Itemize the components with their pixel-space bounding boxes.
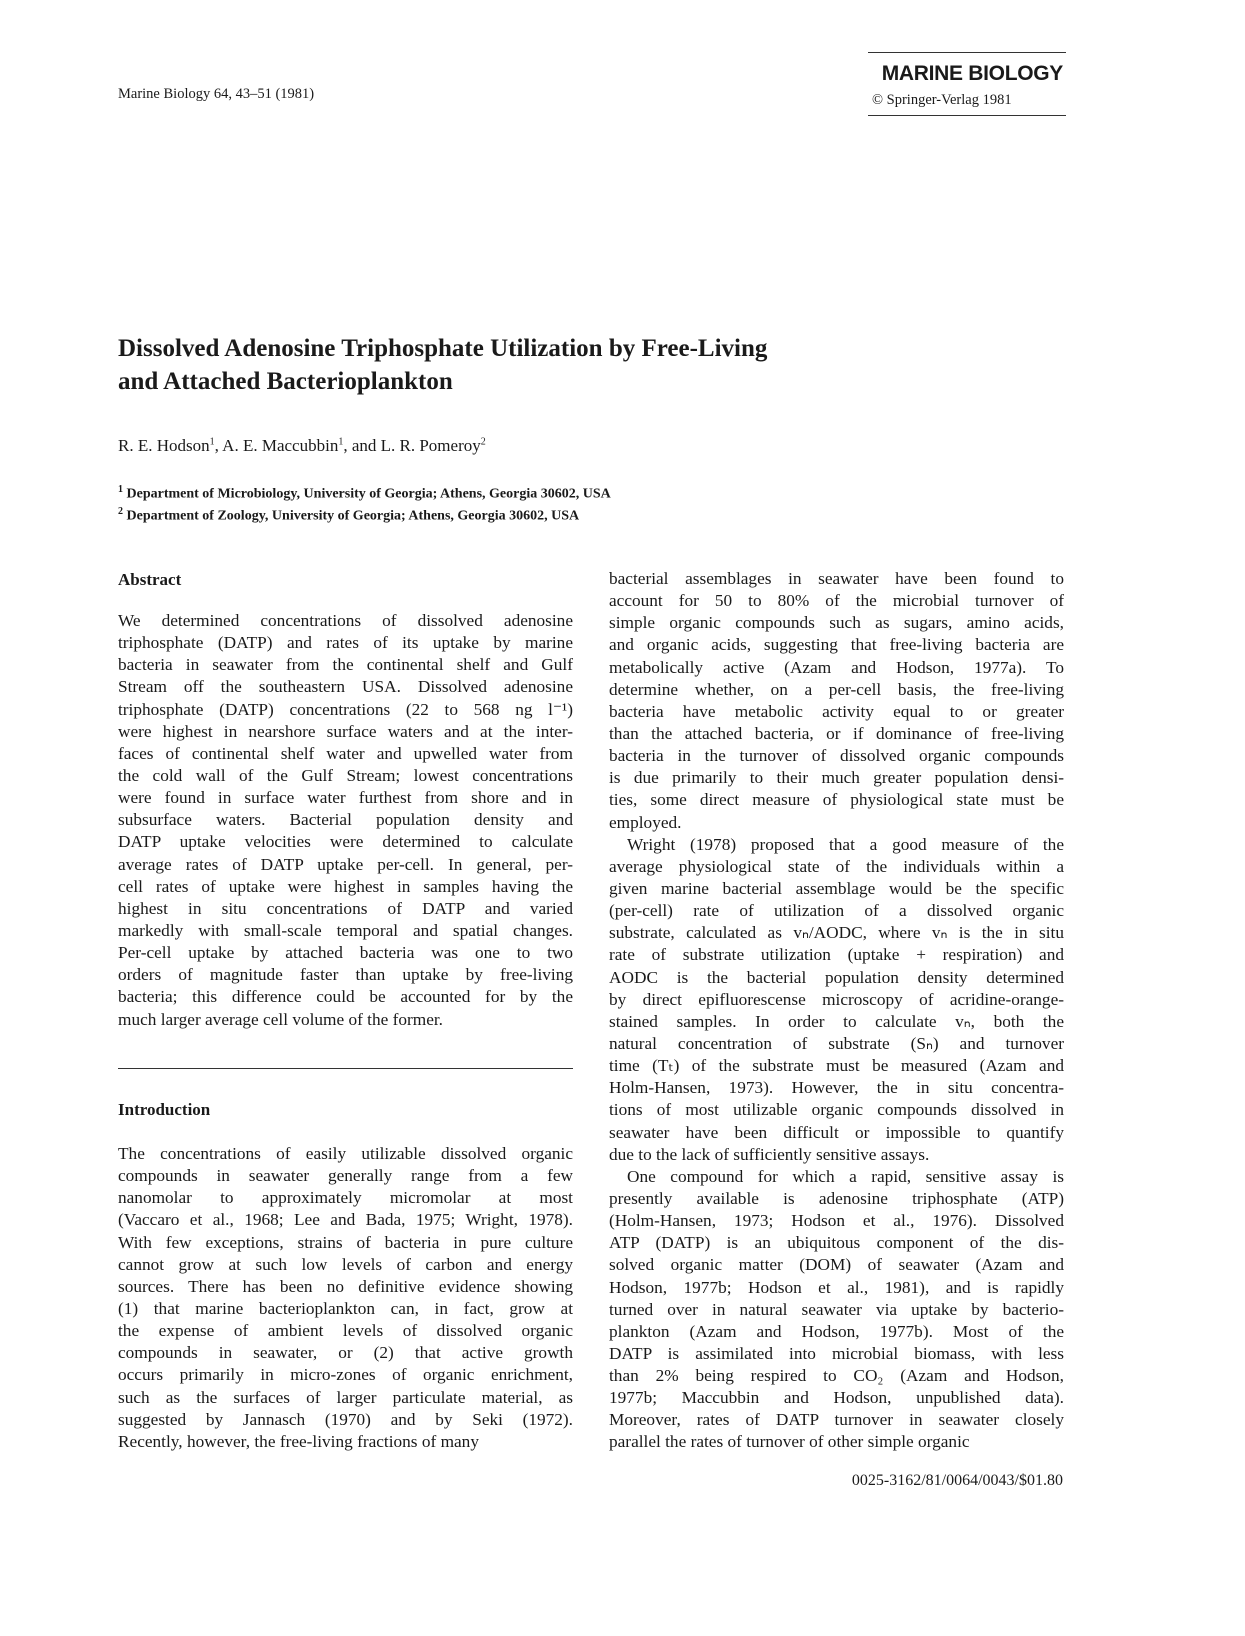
text-line: DATP is assimilated into microbial biomass, with less	[609, 1343, 1064, 1363]
text-line: Wright (1978) proposed that a good measure of the	[627, 834, 1064, 854]
affiliation	[118, 506, 579, 525]
text-line: seawater have been difficult or impossible to quantify	[609, 1122, 1064, 1142]
text-line: account for 50 to 80% of the microbial turnover of	[609, 591, 1064, 611]
text-line: suggested by Jannasch (1970) and by Seki (1972).	[118, 1409, 573, 1429]
text-line: time (Tₜ) of the substrate must be measured (Azam and	[609, 1056, 1064, 1076]
text-line: One compound for which a rapid, sensitive assay is	[627, 1166, 1064, 1186]
text-line: substrate, calculated as vₙ/AODC, where vₙ is the in situ	[609, 923, 1064, 943]
paper-title	[118, 332, 767, 398]
journal-reference: Marine Biology 64, 43–51 (1981)	[118, 86, 315, 102]
text-line: bacteria have metabolic activity equal to or greater	[609, 701, 1064, 721]
abstract-body	[118, 610, 573, 1031]
text-line: cannot grow at such low levels of carbon and energy	[118, 1254, 573, 1274]
title-line-1: Dissolved Adenosine Triphosphate Utilization by Free-Living	[118, 335, 768, 362]
masthead-bottom-rule	[868, 115, 1066, 116]
text-line: Recently, however, the free-living fractions of many	[118, 1431, 479, 1451]
text-line: the cold wall of the Gulf Stream; lowest concentrations	[118, 765, 573, 785]
text-line: (Holm-Hansen, 1973; Hodson et al., 1976). Dissolved	[609, 1211, 1064, 1231]
section-divider	[118, 1068, 573, 1069]
text-line: Per-cell uptake by attached bacteria was one to two	[118, 943, 573, 963]
author-affiliation-mark: 2	[480, 436, 486, 448]
abstract-heading: Abstract	[118, 570, 182, 589]
text-line: than the attached bacteria, or if dominance of free-living	[609, 723, 1064, 743]
text-line: Holm-Hansen, 1973). However, the in situ concentra-	[609, 1078, 1064, 1098]
text-line: nanomolar to approximately micromolar at most	[118, 1188, 573, 1208]
text-line: given marine bacterial assemblage would be the specific	[609, 878, 1064, 898]
copyright-notice: © Springer-Verlag 1981	[872, 92, 1012, 108]
text-line: compounds in seawater, or (2) that active growth	[118, 1343, 573, 1363]
paragraph	[118, 1143, 573, 1453]
text-line: Stream off the southeastern USA. Dissolved adenosine	[118, 677, 573, 697]
text-line: turned over in natural seawater via uptake by bacterio-	[609, 1299, 1064, 1319]
title-line-2: and Attached Bacterioplankton	[118, 368, 453, 395]
text-line: determine whether, on a per-cell basis, the free-living	[609, 679, 1064, 699]
text-line: subsurface waters. Bacterial population density and	[118, 810, 573, 830]
affiliation-mark: 2	[118, 506, 123, 517]
text-line: such as the surfaces of larger particulate material, as	[118, 1387, 573, 1407]
text-line: highest in situ concentrations of DATP and varied	[118, 898, 573, 918]
paragraph	[118, 610, 573, 1031]
text-line: bacteria in seawater from the continental shelf and Gulf	[118, 655, 573, 675]
paragraph	[609, 1166, 1064, 1454]
text-line: cell rates of uptake were highest in samples having the	[118, 876, 573, 896]
text-line: markedly with small-scale temporal and spatial changes.	[118, 920, 573, 940]
introduction-body	[118, 1143, 573, 1453]
text-line: is due primarily to their much greater population densi-	[609, 768, 1064, 788]
right-column-body	[609, 568, 1064, 1454]
author-name: , A. E. Maccubbin	[214, 436, 339, 455]
text-line: due to the lack of sufficiently sensitive assays.	[609, 1144, 930, 1164]
text-line: Moreover, rates of DATP turnover in seawater closely	[609, 1410, 1064, 1430]
text-line: average physiological state of the individuals within a	[609, 856, 1064, 876]
text-line: average rates of DATP uptake per-cell. In general, per-	[118, 854, 573, 874]
affiliation-text: Department of Zoology, University of Georgia; Athens, Georgia 30602, USA	[126, 508, 580, 524]
text-line: by direct epifluorescense microscopy of acridine-orange-	[609, 989, 1064, 1009]
text-line: were highest in nearshore surface waters and at the inter-	[118, 721, 573, 741]
text-line: and organic acids, suggesting that free-living bacteria are	[609, 635, 1064, 655]
text-line: stained samples. In order to calculate vₙ, both the	[609, 1011, 1064, 1031]
masthead-top-rule	[868, 52, 1066, 53]
author-name: , and L. R. Pomeroy	[343, 436, 481, 455]
text-line: employed.	[609, 812, 682, 832]
text-line: DATP uptake velocities were determined to calculate	[118, 832, 573, 852]
text-line: bacteria; this difference could be accounted for by the	[118, 987, 573, 1007]
journal-masthead	[868, 52, 1066, 116]
text-line: tions of most utilizable organic compounds dissolved in	[609, 1100, 1064, 1120]
text-line: faces of continental shelf water and upwelled water from	[118, 743, 573, 763]
text-line: parallel the rates of turnover of other simple organic	[609, 1432, 970, 1452]
text-line: presently available is adenosine triphosphate (ATP)	[609, 1188, 1064, 1208]
author-affiliation-mark: 1	[338, 436, 344, 448]
text-line: solved organic matter (DOM) of seawater (Azam and	[609, 1255, 1064, 1275]
paragraph	[609, 568, 1064, 834]
text-line: metabolically active (Azam and Hodson, 1977a). To	[609, 657, 1064, 677]
affiliation	[118, 484, 611, 503]
text-line: triphosphate (DATP) and rates of its uptake by marine	[118, 633, 573, 653]
introduction-heading: Introduction	[118, 1100, 211, 1119]
text-line: much larger average cell volume of the former.	[118, 1009, 444, 1029]
article-code: 0025-3162/81/0064/0043/$01.80	[851, 1472, 1063, 1489]
text-line: triphosphate (DATP) concentrations (22 to 568 ng l⁻¹)	[118, 699, 573, 719]
author-affiliation-mark: 1	[209, 436, 215, 448]
affiliation-text: Department of Microbiology, University of Georgia; Athens, Georgia 30602, USA	[126, 486, 611, 502]
text-line: ties, some direct measure of physiological state must be	[609, 790, 1064, 810]
text-line: plankton (Azam and Hodson, 1977b). Most of the	[609, 1321, 1064, 1341]
text-line: bacteria in the turnover of dissolved organic compounds	[609, 746, 1064, 766]
affiliation-mark: 1	[118, 484, 123, 495]
text-line: The concentrations of easily utilizable dissolved organic	[118, 1144, 573, 1163]
text-line: 1977b; Maccubbin and Hodson, unpublished data).	[609, 1388, 1064, 1408]
text-line: With few exceptions, strains of bacteria in pure culture	[118, 1232, 573, 1252]
text-line: (Vaccaro et al., 1968; Lee and Bada, 1975; Wright, 1978).	[118, 1210, 573, 1230]
text-line: natural concentration of substrate (Sₙ) and turnover	[609, 1033, 1064, 1053]
text-line: the expense of ambient levels of dissolved organic	[118, 1321, 573, 1341]
text-line: AODC is the bacterial population density determined	[609, 967, 1064, 987]
journal-name: MARINE BIOLOGY	[881, 62, 1063, 85]
text-line: ATP (DATP) is an ubiquitous component of the dis-	[609, 1233, 1064, 1253]
author-list	[118, 436, 486, 456]
text-line: simple organic compounds such as sugars, amino acids,	[609, 613, 1064, 633]
text-line: rate of substrate utilization (uptake + respiration) and	[609, 945, 1064, 965]
text-line: We determined concentrations of dissolved adenosine	[118, 611, 573, 630]
text-line: sources. There has been no definitive evidence showing	[118, 1276, 573, 1296]
text-line: (per-cell) rate of utilization of a dissolved organic	[609, 901, 1064, 921]
text-line: than 2% being respired to CO₂ (Azam and Hodson,	[609, 1366, 1064, 1386]
paragraph	[609, 834, 1064, 1166]
text-line: were found in surface water furthest from shore and in	[118, 788, 573, 808]
text-line: (1) that marine bacterioplankton can, in fact, grow at	[118, 1298, 573, 1318]
author-name: R. E. Hodson	[118, 436, 210, 455]
text-line: bacterial assemblages in seawater have been found to	[609, 569, 1064, 588]
text-line: orders of magnitude faster than uptake by free-living	[118, 965, 573, 985]
text-line: compounds in seawater generally range from a few	[118, 1166, 573, 1186]
text-line: Hodson, 1977b; Hodson et al., 1981), and is rapidly	[609, 1277, 1064, 1297]
text-line: occurs primarily in micro-zones of organic enrichment,	[118, 1365, 573, 1385]
